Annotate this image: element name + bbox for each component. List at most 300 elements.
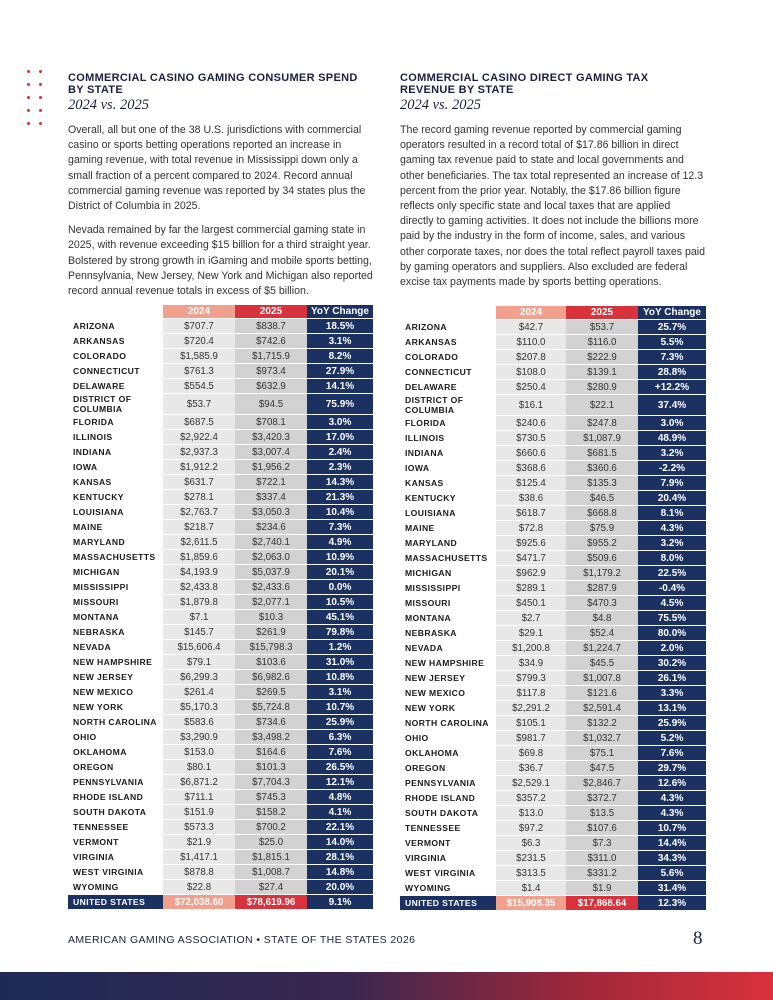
state-name: INDIANA <box>400 446 496 460</box>
state-name: NEVADA <box>68 640 163 654</box>
yoy-change: 4.9% <box>307 535 373 549</box>
page-number: 8 <box>693 928 703 949</box>
state-name: KANSAS <box>68 475 163 489</box>
dot-icon <box>39 83 42 86</box>
table-row <box>68 319 373 333</box>
table-row <box>400 701 706 715</box>
state-name: VIRGINIA <box>68 850 163 864</box>
yoy-change: 12.6% <box>638 776 706 790</box>
value-2025: $3,420.3 <box>235 430 307 444</box>
dot-icon <box>27 96 30 99</box>
value-2025: $132.2 <box>566 716 638 730</box>
tax-revenue-table <box>400 305 706 911</box>
dot-icon <box>39 70 42 73</box>
value-2025: $234.6 <box>235 520 307 534</box>
total-yoy-change: 9.1% <box>307 895 373 909</box>
table-row <box>68 730 373 744</box>
dot-icon <box>39 96 42 99</box>
table-row <box>400 551 706 565</box>
value-2024: $1,879.8 <box>163 595 235 609</box>
value-2024: $925.6 <box>496 536 566 550</box>
header-2024: 2024 <box>163 305 235 318</box>
yoy-change: -0.4% <box>638 581 706 595</box>
yoy-change: 34.3% <box>638 851 706 865</box>
value-2025: $269.5 <box>235 685 307 699</box>
value-2024: $583.6 <box>163 715 235 729</box>
section-subheading: 2024 vs. 2025 <box>400 97 481 113</box>
yoy-change: 4.3% <box>638 806 706 820</box>
state-name: KANSAS <box>400 476 496 490</box>
value-2025: $139.1 <box>566 365 638 379</box>
table-row <box>400 776 706 790</box>
table-row <box>68 505 373 519</box>
value-2024: $1.4 <box>496 881 566 895</box>
value-2024: $6,871.2 <box>163 775 235 789</box>
value-2024: $2,291.2 <box>496 701 566 715</box>
yoy-change: 10.7% <box>307 700 373 714</box>
yoy-change: 20.1% <box>307 565 373 579</box>
yoy-change: 48.9% <box>638 431 706 445</box>
table-row <box>400 491 706 505</box>
state-name: MASSACHUSETTS <box>400 551 496 565</box>
yoy-change: 28.1% <box>307 850 373 864</box>
yoy-change: 7.3% <box>638 350 706 364</box>
table-row <box>400 746 706 760</box>
value-2024: $1,859.6 <box>163 550 235 564</box>
table-row <box>68 535 373 549</box>
table-row <box>68 805 373 819</box>
table-row <box>400 380 706 394</box>
table-row <box>400 881 706 895</box>
yoy-change: 25.9% <box>307 715 373 729</box>
table-header-row <box>400 306 706 319</box>
yoy-change: 22.1% <box>307 820 373 834</box>
yoy-change: 4.1% <box>307 805 373 819</box>
yoy-change: 17.0% <box>307 430 373 444</box>
value-2025: $1,815.1 <box>235 850 307 864</box>
header-blank <box>68 305 163 318</box>
value-2024: $53.7 <box>163 394 235 414</box>
table-row <box>400 596 706 610</box>
table-row <box>400 506 706 520</box>
table-total-row <box>68 895 373 909</box>
state-name: LOUISIANA <box>68 505 163 519</box>
value-2025: $7,704.3 <box>235 775 307 789</box>
yoy-change: -2.2% <box>638 461 706 475</box>
total-value-2025: $17,868.64 <box>566 896 638 910</box>
yoy-change: 22.5% <box>638 566 706 580</box>
yoy-change: 26.1% <box>638 671 706 685</box>
state-name: NEW JERSEY <box>68 670 163 684</box>
table-row <box>68 394 373 414</box>
table-row <box>68 379 373 393</box>
state-name: ARIZONA <box>68 319 163 333</box>
value-2024: $72.8 <box>496 521 566 535</box>
value-2024: $250.4 <box>496 380 566 394</box>
value-2025: $700.2 <box>235 820 307 834</box>
value-2024: $80.1 <box>163 760 235 774</box>
state-name: NEW JERSEY <box>400 671 496 685</box>
state-name: MISSISSIPPI <box>68 580 163 594</box>
yoy-change: 28.8% <box>638 365 706 379</box>
table-row <box>400 350 706 364</box>
value-2025: $52.4 <box>566 626 638 640</box>
value-2024: $357.2 <box>496 791 566 805</box>
value-2024: $15,606.4 <box>163 640 235 654</box>
value-2024: $231.5 <box>496 851 566 865</box>
value-2025: $1.9 <box>566 881 638 895</box>
value-2025: $2,063.0 <box>235 550 307 564</box>
dot-icon <box>27 70 30 73</box>
value-2025: $103.6 <box>235 655 307 669</box>
value-2025: $372.7 <box>566 791 638 805</box>
footer-text: AMERICAN GAMING ASSOCIATION • STATE OF THE STATES 2026 <box>68 934 416 946</box>
state-name: NEVADA <box>400 641 496 655</box>
value-2025: $10.3 <box>235 610 307 624</box>
state-name: COLORADO <box>68 349 163 363</box>
value-2024: $761.3 <box>163 364 235 378</box>
value-2024: $6,299.3 <box>163 670 235 684</box>
state-name: MAINE <box>68 520 163 534</box>
value-2025: $838.7 <box>235 319 307 333</box>
dot-icon <box>27 83 30 86</box>
value-2024: $313.5 <box>496 866 566 880</box>
table-row <box>400 731 706 745</box>
state-name: MISSOURI <box>68 595 163 609</box>
value-2024: $16.1 <box>496 395 566 415</box>
value-2024: $2,937.3 <box>163 445 235 459</box>
value-2025: $2,433.6 <box>235 580 307 594</box>
yoy-change: 7.9% <box>638 476 706 490</box>
value-2024: $36.7 <box>496 761 566 775</box>
state-name: DISTRICT OF COLUMBIA <box>68 394 163 414</box>
value-2025: $101.3 <box>235 760 307 774</box>
value-2025: $158.2 <box>235 805 307 819</box>
yoy-change: 7.6% <box>307 745 373 759</box>
dot-icon <box>39 122 42 125</box>
value-2025: $46.5 <box>566 491 638 505</box>
state-name: CONNECTICUT <box>400 365 496 379</box>
value-2024: $368.6 <box>496 461 566 475</box>
state-name: NEBRASKA <box>68 625 163 639</box>
table-row <box>68 655 373 669</box>
table-row <box>400 836 706 850</box>
state-name: PENNSYLVANIA <box>400 776 496 790</box>
yoy-change: 30.2% <box>638 656 706 670</box>
value-2024: $29.1 <box>496 626 566 640</box>
state-name: COLORADO <box>400 350 496 364</box>
total-value-2024: $15,908.35 <box>496 896 566 910</box>
table-row <box>68 595 373 609</box>
yoy-change: 80.0% <box>638 626 706 640</box>
yoy-change: 3.0% <box>307 415 373 429</box>
yoy-change: 75.5% <box>638 611 706 625</box>
value-2025: $509.6 <box>566 551 638 565</box>
yoy-change: 37.4% <box>638 395 706 415</box>
value-2024: $471.7 <box>496 551 566 565</box>
table-row <box>68 715 373 729</box>
state-name: TENNESSEE <box>400 821 496 835</box>
header-yoy-change: YoY Change <box>307 305 373 318</box>
table-row <box>68 685 373 699</box>
table-row <box>68 610 373 624</box>
state-name: OREGON <box>400 761 496 775</box>
value-2024: $1,585.9 <box>163 349 235 363</box>
state-name: FLORIDA <box>400 416 496 430</box>
state-name: MISSOURI <box>400 596 496 610</box>
total-yoy-change: 12.3% <box>638 896 706 910</box>
yoy-change: 14.4% <box>638 836 706 850</box>
value-2024: $687.5 <box>163 415 235 429</box>
value-2025: $261.9 <box>235 625 307 639</box>
state-name: ILLINOIS <box>400 431 496 445</box>
table-row <box>68 430 373 444</box>
value-2024: $110.0 <box>496 335 566 349</box>
value-2025: $745.3 <box>235 790 307 804</box>
state-name: IOWA <box>68 460 163 474</box>
table-row <box>400 761 706 775</box>
state-name: NEW YORK <box>400 701 496 715</box>
value-2025: $708.1 <box>235 415 307 429</box>
value-2024: $2,922.4 <box>163 430 235 444</box>
state-name: MARYLAND <box>400 536 496 550</box>
paragraph: The record gaming revenue reported by commercial gaming operators resulted in a record total of $17.86 billion in direct gaming tax revenue paid to state and local governments and other beneficiaries. The tax total represented an increase of 12.3 percent from the prior year. Notably, the $17.86 billion figure reflects only specific state and local taxes that are applied directly to gaming activities. It does not include the billions more paid by the industry in the form of income, sales, and various other corporate taxes, nor does the total reflect payroll taxes paid by gaming operators and suppliers. Also excluded are federal excise tax payments made by sports betting operations. <box>400 124 706 289</box>
yoy-change: 14.0% <box>307 835 373 849</box>
section-heading: COMMERCIAL CASINO GAMING CONSUMER SPEND BY STATE <box>68 72 358 96</box>
value-2025: $222.9 <box>566 350 638 364</box>
table-row <box>400 320 706 334</box>
table-row <box>68 640 373 654</box>
yoy-change: 18.5% <box>307 319 373 333</box>
value-2025: $27.4 <box>235 880 307 894</box>
value-2024: $278.1 <box>163 490 235 504</box>
state-name: NEW YORK <box>68 700 163 714</box>
yoy-change: 10.4% <box>307 505 373 519</box>
yoy-change: 13.1% <box>638 701 706 715</box>
state-name: FLORIDA <box>68 415 163 429</box>
table-row <box>68 745 373 759</box>
paragraph: Overall, all but one of the 38 U.S. jurisdictions with commercial casino or sports betting operations reported an increase in gaming revenue, with total revenue in Mississippi down only a small fraction of a percent compared to 2024. Record annual commercial gaming revenue was reported by 34 states plus the District of Columbia in 2025. <box>68 124 366 213</box>
yoy-change: 10.9% <box>307 550 373 564</box>
value-2024: $6.3 <box>496 836 566 850</box>
yoy-change: +12.2% <box>638 380 706 394</box>
yoy-change: 20.0% <box>307 880 373 894</box>
total-state-name: UNITED STATES <box>400 896 496 910</box>
table-row <box>400 365 706 379</box>
dot-icon <box>27 109 30 112</box>
yoy-change: 4.5% <box>638 596 706 610</box>
state-name: OKLAHOMA <box>400 746 496 760</box>
value-2024: $5,170.3 <box>163 700 235 714</box>
yoy-change: 25.7% <box>638 320 706 334</box>
yoy-change: 4.3% <box>638 521 706 535</box>
value-2024: $218.7 <box>163 520 235 534</box>
value-2025: $94.5 <box>235 394 307 414</box>
yoy-change: 14.1% <box>307 379 373 393</box>
value-2024: $660.6 <box>496 446 566 460</box>
value-2024: $13.0 <box>496 806 566 820</box>
yoy-change: 79.8% <box>307 625 373 639</box>
table-row <box>400 521 706 535</box>
value-2024: $707.7 <box>163 319 235 333</box>
value-2024: $631.7 <box>163 475 235 489</box>
section-subheading: 2024 vs. 2025 <box>68 97 149 113</box>
value-2025: $1,008.7 <box>235 865 307 879</box>
table-row <box>400 395 706 415</box>
state-name: ILLINOIS <box>68 430 163 444</box>
state-name: INDIANA <box>68 445 163 459</box>
value-2024: $21.9 <box>163 835 235 849</box>
table-header-row <box>68 305 373 318</box>
yoy-change: 12.1% <box>307 775 373 789</box>
value-2025: $3,050.3 <box>235 505 307 519</box>
value-2025: $955.2 <box>566 536 638 550</box>
value-2025: $337.4 <box>235 490 307 504</box>
paragraph: Nevada remained by far the largest commercial gaming state in 2025, with revenue exceeding $15 billion for a third straight year. Bolstered by strong growth in iGaming and mobile sports betting, Pennsylvania, New Jersey, New York and Michigan also reported record annual revenue totals in excess of $5 billion. <box>68 224 373 298</box>
state-name: NEW MEXICO <box>400 686 496 700</box>
value-2024: $125.4 <box>496 476 566 490</box>
consumer-spend-table <box>68 304 373 910</box>
value-2024: $151.9 <box>163 805 235 819</box>
value-2025: $1,032.7 <box>566 731 638 745</box>
value-2024: $69.8 <box>496 746 566 760</box>
yoy-change: 45.1% <box>307 610 373 624</box>
state-name: NEW HAMPSHIRE <box>68 655 163 669</box>
value-2025: $331.2 <box>566 866 638 880</box>
table-row <box>400 656 706 670</box>
value-2024: $573.3 <box>163 820 235 834</box>
header-2025: 2025 <box>566 306 638 319</box>
state-name: CONNECTICUT <box>68 364 163 378</box>
table-row <box>68 490 373 504</box>
value-2025: $3,007.4 <box>235 445 307 459</box>
table-row <box>68 670 373 684</box>
value-2025: $734.6 <box>235 715 307 729</box>
value-2024: $105.1 <box>496 716 566 730</box>
value-2024: $2,763.7 <box>163 505 235 519</box>
value-2025: $116.0 <box>566 335 638 349</box>
state-name: MARYLAND <box>68 535 163 549</box>
table-row <box>400 446 706 460</box>
yoy-change: 3.1% <box>307 685 373 699</box>
value-2025: $164.6 <box>235 745 307 759</box>
header-blank <box>400 306 496 319</box>
value-2024: $38.6 <box>496 491 566 505</box>
total-state-name: UNITED STATES <box>68 895 163 909</box>
value-2025: $1,179.2 <box>566 566 638 580</box>
yoy-change: 5.5% <box>638 335 706 349</box>
yoy-change: 3.3% <box>638 686 706 700</box>
value-2024: $878.8 <box>163 865 235 879</box>
table-row <box>400 866 706 880</box>
state-name: NORTH CAROLINA <box>68 715 163 729</box>
table-row <box>400 821 706 835</box>
table-row <box>400 641 706 655</box>
table-row <box>68 445 373 459</box>
value-2025: $247.8 <box>566 416 638 430</box>
yoy-change: 25.9% <box>638 716 706 730</box>
state-name: TENNESSEE <box>68 820 163 834</box>
value-2024: $117.8 <box>496 686 566 700</box>
state-name: MICHIGAN <box>400 566 496 580</box>
value-2024: $2.7 <box>496 611 566 625</box>
state-name: OREGON <box>68 760 163 774</box>
value-2024: $4,193.9 <box>163 565 235 579</box>
value-2024: $1,200.8 <box>496 641 566 655</box>
state-name: MONTANA <box>400 611 496 625</box>
value-2024: $240.6 <box>496 416 566 430</box>
consumer-spend-section <box>68 72 373 308</box>
value-2025: $311.0 <box>566 851 638 865</box>
table-row <box>68 364 373 378</box>
table-row <box>400 611 706 625</box>
footer-gradient-bar <box>0 972 773 1000</box>
value-2025: $287.9 <box>566 581 638 595</box>
state-name: PENNSYLVANIA <box>68 775 163 789</box>
table-row <box>68 790 373 804</box>
value-2024: $207.8 <box>496 350 566 364</box>
value-2024: $79.1 <box>163 655 235 669</box>
yoy-change: 3.1% <box>307 334 373 348</box>
value-2025: $135.3 <box>566 476 638 490</box>
value-2025: $45.5 <box>566 656 638 670</box>
state-name: WYOMING <box>400 881 496 895</box>
table-row <box>68 865 373 879</box>
table-row <box>400 416 706 430</box>
state-name: NEW HAMPSHIRE <box>400 656 496 670</box>
table-row <box>68 475 373 489</box>
state-name: OHIO <box>400 731 496 745</box>
table-row <box>68 520 373 534</box>
state-name: KENTUCKY <box>400 491 496 505</box>
state-name: ARKANSAS <box>400 335 496 349</box>
yoy-change: 7.6% <box>638 746 706 760</box>
value-2024: $1,912.2 <box>163 460 235 474</box>
state-name: KENTUCKY <box>68 490 163 504</box>
yoy-change: 5.2% <box>638 731 706 745</box>
yoy-change: 5.6% <box>638 866 706 880</box>
value-2025: $47.5 <box>566 761 638 775</box>
header-yoy-change: YoY Change <box>638 306 706 319</box>
yoy-change: 7.3% <box>307 520 373 534</box>
yoy-change: 3.0% <box>638 416 706 430</box>
value-2025: $107.6 <box>566 821 638 835</box>
value-2025: $7.3 <box>566 836 638 850</box>
table-row <box>68 415 373 429</box>
table-row <box>400 461 706 475</box>
state-name: DELAWARE <box>68 379 163 393</box>
dot-icon <box>39 109 42 112</box>
table-row <box>68 880 373 894</box>
table-row <box>400 566 706 580</box>
state-name: DELAWARE <box>400 380 496 394</box>
yoy-change: 1.2% <box>307 640 373 654</box>
yoy-change: 21.3% <box>307 490 373 504</box>
table-row <box>68 334 373 348</box>
header-2024: 2024 <box>496 306 566 319</box>
value-2024: $97.2 <box>496 821 566 835</box>
value-2025: $1,715.9 <box>235 349 307 363</box>
value-2024: $981.7 <box>496 731 566 745</box>
table-row <box>68 580 373 594</box>
state-name: SOUTH DAKOTA <box>68 805 163 819</box>
decorative-dots <box>27 70 51 125</box>
table-row <box>68 820 373 834</box>
value-2025: $973.4 <box>235 364 307 378</box>
table-row <box>400 626 706 640</box>
value-2024: $3,290.9 <box>163 730 235 744</box>
state-name: RHODE ISLAND <box>400 791 496 805</box>
